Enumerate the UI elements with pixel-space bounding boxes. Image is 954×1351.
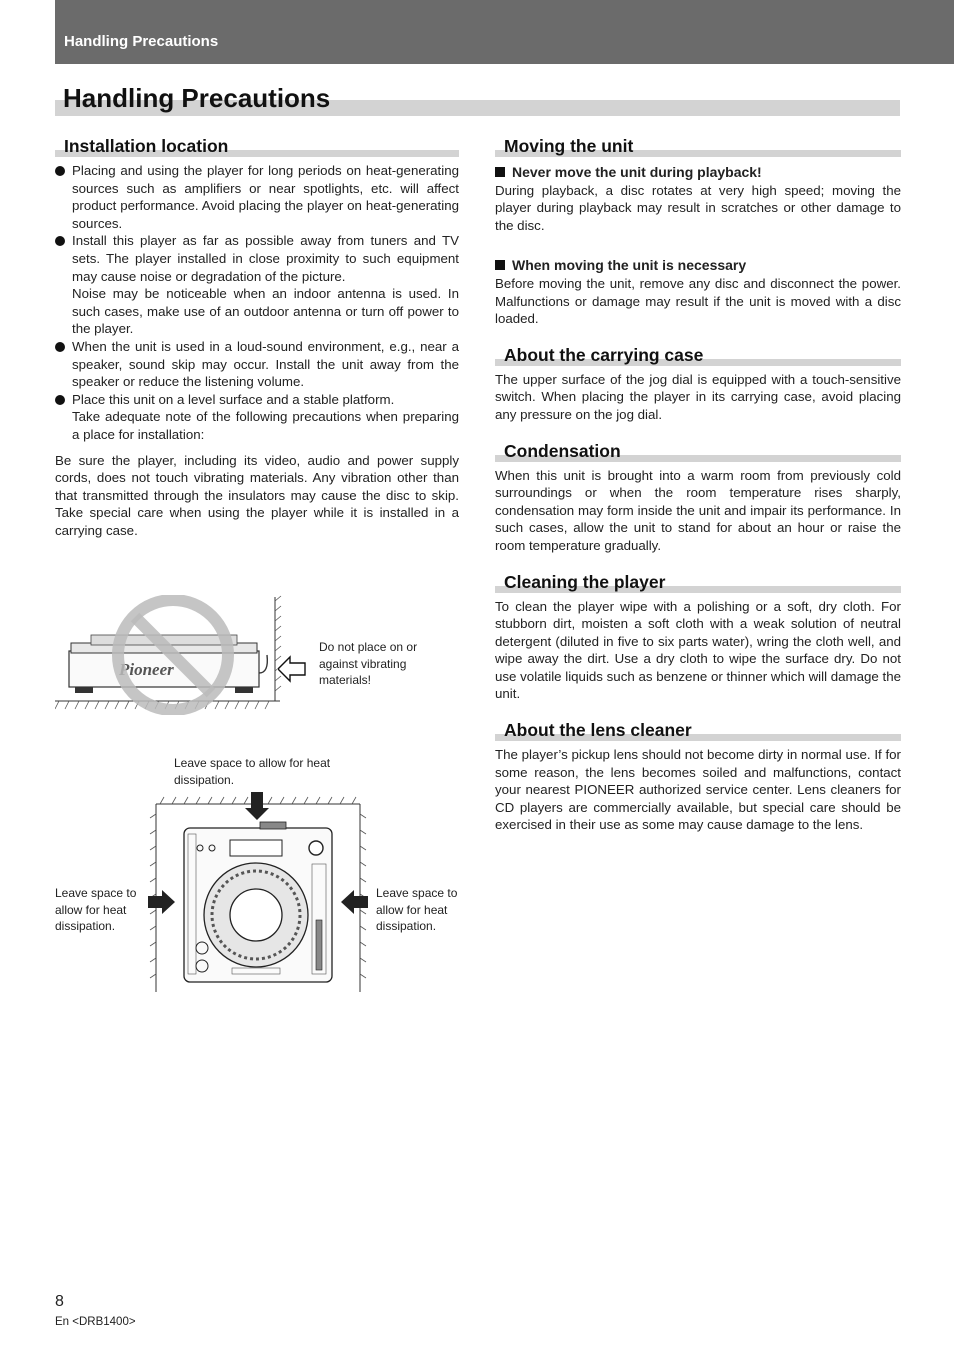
installation-heading <box>55 136 459 158</box>
page-number: 8 <box>55 1293 64 1310</box>
condensation-heading-text: Condensation <box>504 440 621 461</box>
left-column <box>55 136 459 539</box>
cleaning-text: To clean the player wipe with a polishing or a soft, dry cloth. For stubborn dirt, moisten a soft cloth with a weak solution of neutral detergent (diluted in five to six parts water), wring the cloth well, and wipe away the dirt. Use a dry cloth to wipe the surface dry. Do not use volatile liquids such as benzene or thinner which will damage the unit. <box>495 598 901 702</box>
bullet-text: Place this unit on a level surface and a stable platform. <box>72 391 395 407</box>
heat-caption-left: Leave space to allow for heat dissipation. <box>55 886 137 933</box>
condensation-text: When this unit is brought into a warm room from previously cold surroundings or when the room temperature rises sharply, condensation may form inside the unit and impair its performance. In such cases, allow the unit to stand for about an hour or raise the room temperature gradually. <box>495 467 901 553</box>
list-item <box>55 232 459 338</box>
moving-sub2-text: When moving the unit is necessary <box>512 257 747 274</box>
lens-text: The player’s pickup lens should not become dirty in normal use. If for some reason, the lens becomes soiled and malfunctions, contact your nearest PIONEER authorized service center. Lens cleaners for CD players are commercially available, but special care should be exercised in their use as some may cause damage to the lens. <box>495 747 901 833</box>
carrying-text: The upper surface of the jog dial is equipped with a touch-sensitive switch. When placing the player in its carrying case, avoid placing any pressure on the jog dial. <box>495 371 901 422</box>
installation-paragraph: Be sure the player, including its video, audio and power supply cords, does not touch vibrating materials. Any vibration other than that transmitted through the insulators may cause the disc to skip. Take special care when using the player while it is installed in a carrying case. <box>55 452 459 538</box>
moving-heading <box>495 136 901 158</box>
bullet-text: When the unit is used in a loud-sound environment, e.g., near a speaker, sound skip may occur. Install the unit away from the speaker or reduce the listening volume. <box>72 338 459 390</box>
square-bullet-icon <box>495 167 505 177</box>
carrying-heading-text: About the carrying case <box>504 344 704 365</box>
moving-text1: During playback, a disc rotates at very high speed; moving the player during playback may result in scratches or other damage to the disc. <box>495 182 901 233</box>
bullet-extra: Noise may be noticeable when an indoor antenna is used. In such cases, make use of an outdoor antenna or turn off power to the player. <box>72 286 459 337</box>
bullet-text: Placing and using the player for long periods on heat-generating sources such as amplifiers or near spotlights, etc. will affect product performance. Avoid placing the player on heat-generating sources. <box>72 163 459 231</box>
heat-caption-right: Leave space to allow for heat dissipation. <box>376 886 458 933</box>
right-column <box>495 136 901 834</box>
pioneer-logo: Pioneer <box>119 660 174 679</box>
header-section-label: Handling Precautions <box>64 33 219 50</box>
vibration-warning-figure <box>55 595 295 715</box>
vibration-caption: Do not place on or against vibrating materials! <box>319 640 418 687</box>
bullet-icon <box>55 342 65 352</box>
push-arrow-icon <box>278 655 306 683</box>
bullet-icon <box>55 395 65 405</box>
moving-sub2 <box>495 257 901 275</box>
square-bullet-icon <box>495 260 505 270</box>
heat-caption-top: Leave space to allow for heat dissipation. <box>174 756 331 787</box>
installation-heading-text: Installation location <box>64 136 229 156</box>
bullet-icon <box>55 166 65 176</box>
bullet-icon <box>55 236 65 246</box>
lens-heading-text: About the lens cleaner <box>504 720 692 741</box>
condensation-heading <box>495 441 901 463</box>
list-item <box>55 338 459 391</box>
moving-text2: Before moving the unit, remove any disc and disconnect the power. Malfunctions or damage may result if the unit is moved with a disc loaded. <box>495 275 901 327</box>
list-item <box>55 162 459 232</box>
moving-heading-text: Moving the unit <box>504 136 634 156</box>
page-title: Handling Precautions <box>63 83 331 113</box>
cleaning-heading <box>495 572 901 594</box>
header-bar <box>55 0 954 64</box>
carrying-heading <box>495 345 901 367</box>
document-code: En <DRB1400> <box>55 1316 136 1328</box>
installation-bullets <box>55 162 459 444</box>
moving-sub1-text: Never move the unit during playback! <box>512 164 762 180</box>
bullet-extra: Take adequate note of the following precautions when preparing a place for installation: <box>72 409 459 442</box>
cleaning-heading-text: Cleaning the player <box>504 571 666 592</box>
heat-dissipation-figure <box>140 790 375 995</box>
bullet-text: Install this player as far as possible away from tuners and TV sets. The player installed in close proximity to such equipment may cause noise or degradation of the picture. <box>72 233 459 284</box>
lens-heading <box>495 720 901 742</box>
list-item <box>55 391 459 444</box>
moving-sub1 <box>495 164 901 182</box>
